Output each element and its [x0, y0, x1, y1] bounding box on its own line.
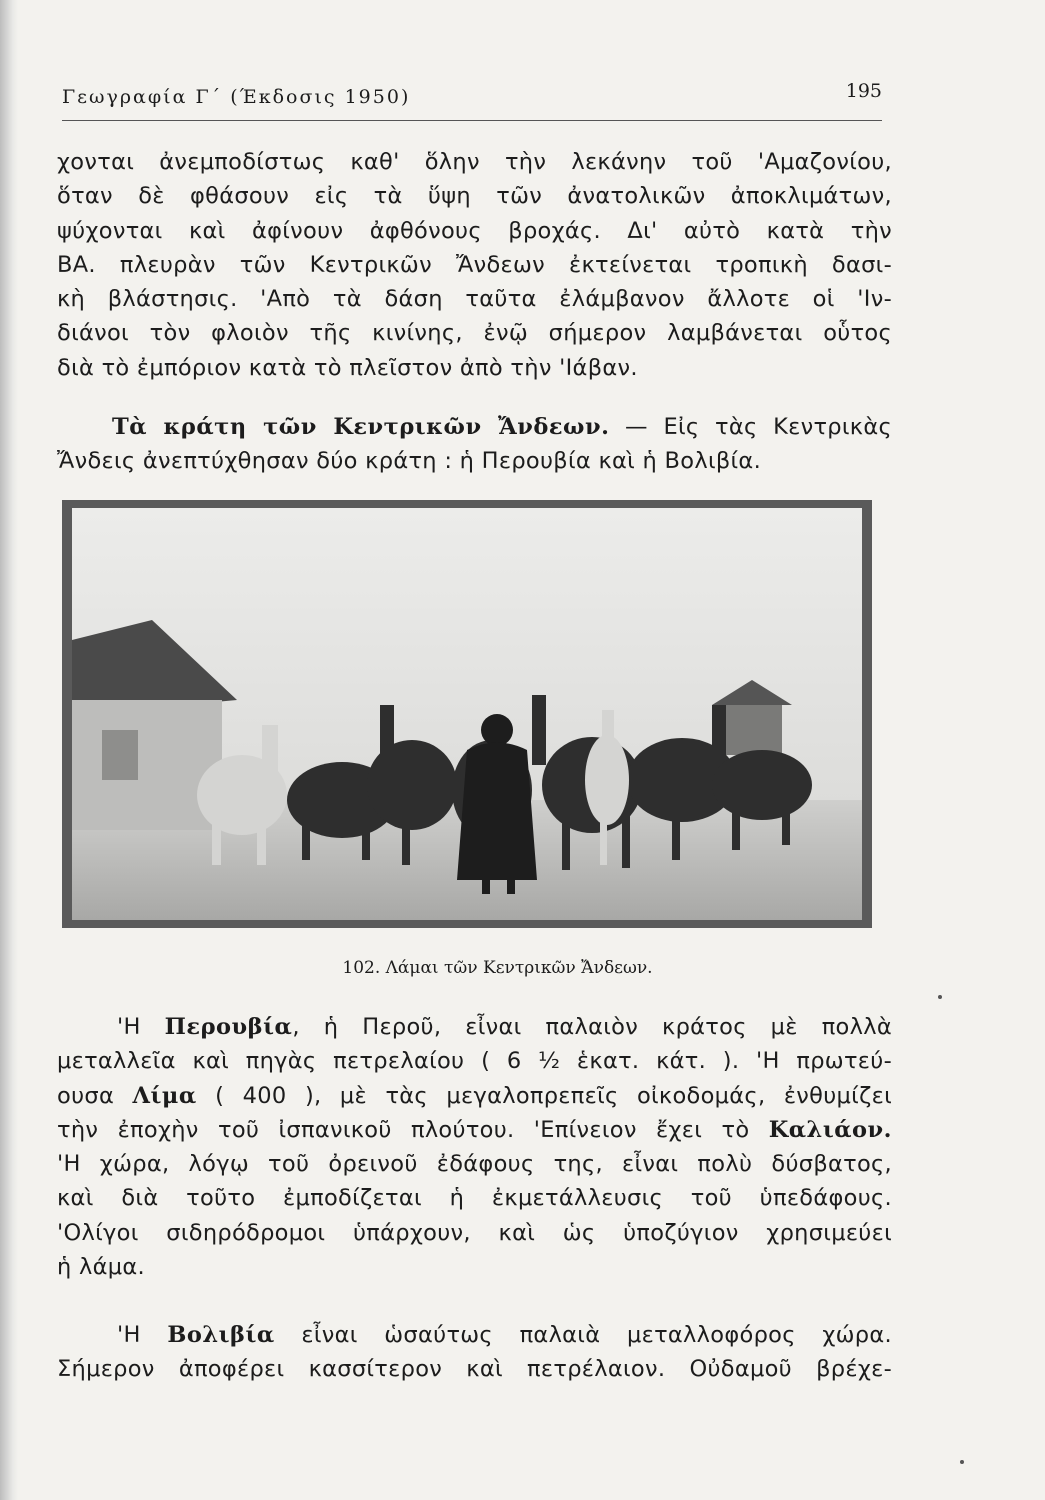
text-line: ἡ λάμα.: [57, 1254, 145, 1281]
running-title: Γεωγραφία Γ΄ (Έκδοσις 1950): [62, 86, 411, 108]
text-line: ΒΑ. πλευρὰν τῶν Κεντρικῶν Ἄνδεων ἐκτείνεται τροπικὴ δασι-: [57, 251, 892, 278]
print-speck: [938, 995, 942, 999]
text-line: [57, 1010, 892, 1044]
text-line: ὅταν δὲ φθάσουν εἰς τὰ ὕψη τῶν ἀνατολικῶν ἀποκλιμάτων,: [57, 183, 892, 210]
text-line: [57, 1318, 892, 1352]
term-callao: Καλιάον.: [768, 1116, 892, 1143]
term-bolivia: Βολιβία: [167, 1322, 275, 1348]
text-line: Ἄνδεις ἀνεπτύχθησαν δύο κράτη : ἡ Περουβία καὶ ἡ Βολιβία.: [57, 448, 762, 475]
text-line: Σήμερον ἀποφέρει κασσίτερον καὶ πετρέλαιον. Οὐδαμοῦ βρέχε-: [57, 1356, 892, 1383]
term-peru: Περουβία: [164, 1014, 293, 1040]
text-line: 'Ολίγοι σιδηρόδρομοι ὑπάρχουν, καὶ ὡς ὑποζύγιον χρησιμεύει: [57, 1219, 892, 1246]
text-fragment: τὴν ἐποχὴν τοῦ ἰσπανικοῦ πλούτου. 'Επίνειον ἔχει τὸ: [57, 1116, 769, 1143]
text-line: [57, 1079, 892, 1113]
paragraph-states-heading: [57, 410, 892, 479]
text-line: μεταλλεῖα καὶ πηγὰς πετρελαίου ( 6 ½ ἑκατ. κάτ. ). 'Η πρωτεύ-: [57, 1048, 892, 1075]
term-lima: Λίμα: [132, 1082, 197, 1109]
text-fragment: εἶναι ὡσαύτως παλαιὰ μεταλλοφόρος χώρα.: [274, 1322, 892, 1348]
llama-photograph: [62, 500, 872, 928]
text-fragment: ουσα: [57, 1082, 133, 1109]
paragraph-bolivia: [57, 1318, 892, 1387]
text-line: καὶ διὰ τοῦτο ἐμποδίζεται ἡ ἐκμετάλλευσις τοῦ ὑπεδάφους.: [57, 1185, 892, 1212]
text-line: 'Η χώρα, λόγῳ τοῦ ὀρεινοῦ ἐδάφους της, εἶναι πολὺ δύσβατος,: [57, 1151, 892, 1178]
text-line: [57, 1113, 892, 1147]
text-line: χονται ἀνεμποδίστως καθ' ὅλην τὴν λεκάνην τοῦ 'Αμαζονίου,: [57, 149, 892, 175]
page-edge: [0, 0, 18, 1500]
text-line: διάνοι τὸν φλοιὸν τῆς κινίνης, ἐνῷ σήμερον λαμβάνεται οὗτος: [57, 320, 892, 347]
text-fragment: — Εἰς τὰς Κεντρικὰς: [625, 414, 893, 440]
print-speck: [960, 1460, 964, 1464]
paragraph-peru: [57, 1010, 892, 1284]
text-line: [57, 410, 892, 444]
figure-caption: 102. Λάμαι τῶν Κεντρικῶν Ἄνδεων.: [342, 958, 653, 978]
page-number: 195: [845, 80, 882, 102]
figure-caption-wrap: [0, 958, 1045, 978]
text-fragment: , ἡ Περοῦ, εἶναι παλαιὸν κράτος μὲ πολλὰ: [292, 1014, 892, 1040]
llama-photo-illustration: [62, 500, 872, 928]
section-heading: Τὰ κράτη τῶν Κεντρικῶν Ἄνδεων.: [112, 414, 610, 440]
text-fragment: 'Η: [117, 1014, 165, 1040]
text-line: διὰ τὸ ἐμπόριον κατὰ τὸ πλεῖστον ἀπὸ τὴν 'Ιάβαν.: [57, 354, 638, 381]
text-fragment: ( 400 ), μὲ τὰς μεγαλοπρεπεῖς οἰκοδομάς, ἐνθυμίζει: [196, 1082, 892, 1109]
text-fragment: 'Η: [117, 1322, 168, 1348]
text-line: ψύχονται καὶ ἀφίνουν ἀφθόνους βροχάς. Δι' αὐτὸ κατὰ τὴν: [57, 217, 892, 244]
paragraph-amazon-rains: [57, 145, 892, 385]
text-line: κὴ βλάστησις. 'Απὸ τὰ δάση ταῦτα ἐλάμβανον ἄλλοτε οἱ 'Ιν-: [57, 286, 892, 313]
running-header: [62, 80, 882, 121]
